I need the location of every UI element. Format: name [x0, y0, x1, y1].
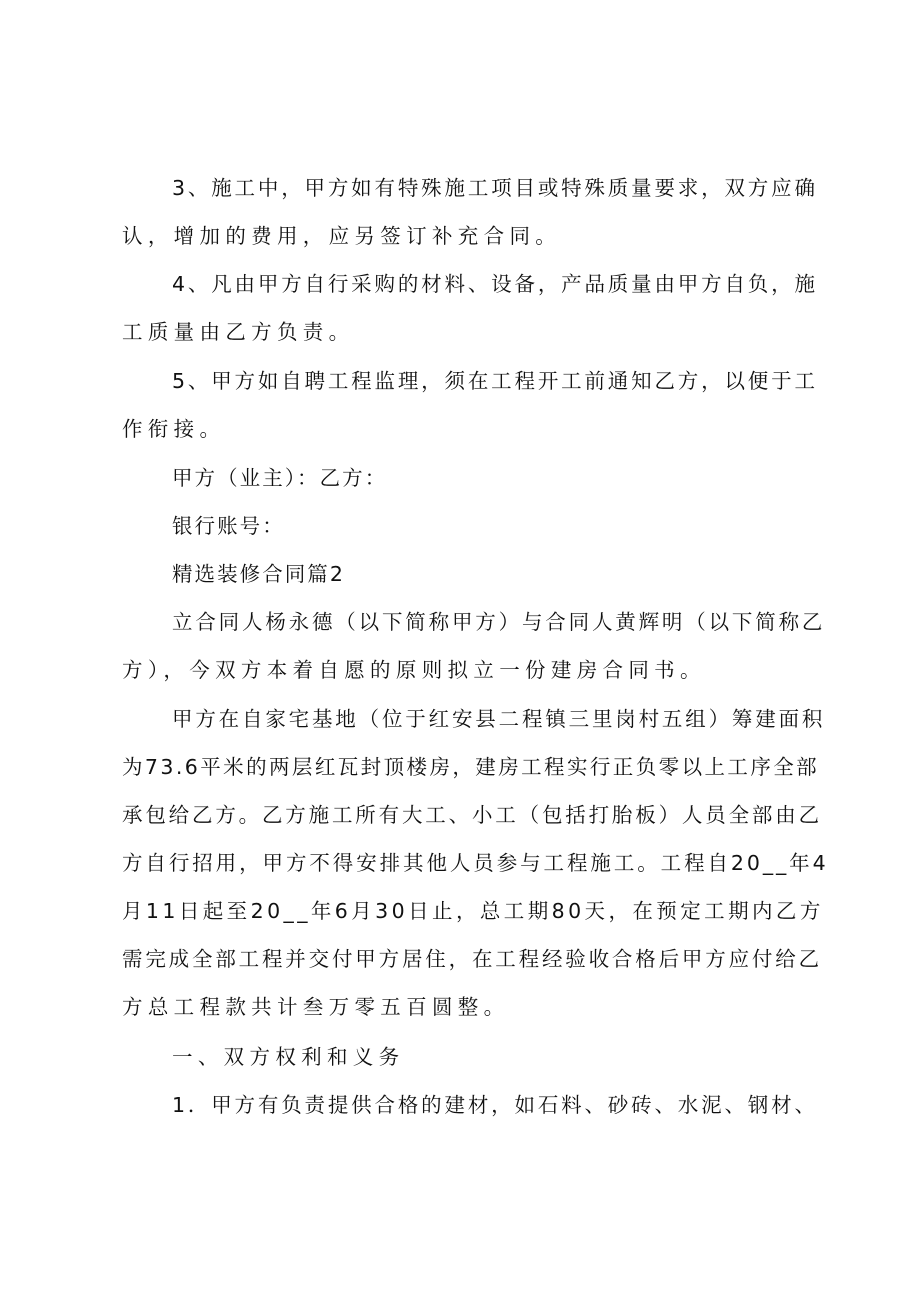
paragraph-line: 5、甲方如自聘工程监理，须在工程开工前通知乙方，以便于工 [172, 369, 818, 393]
paragraph-line: 月11日起至20__年6月30日止，总工期80天，在预定工期内乙方 [122, 899, 824, 923]
paragraph-line: 甲方在自家宅基地（位于红安县二程镇三里岗村五组）筹建面积 [172, 707, 826, 731]
paragraph-line: 4、凡由甲方自行采购的材料、设备，产品质量由甲方自负，施 [172, 272, 818, 296]
paragraph-line: 需完成全部工程并交付甲方居住，在工程经验收合格后甲方应付给乙 [122, 947, 822, 971]
paragraph-line: 认，增加的费用，应另签订补充合同。 [122, 224, 562, 248]
section-heading: 一、双方权利和义务 [172, 1045, 405, 1069]
paragraph-line: 方总工程款共计叁万零五百圆整。 [122, 995, 510, 1019]
paragraph-line: 立合同人杨永德（以下简称甲方）与合同人黄辉明（以下简称乙 [172, 610, 826, 634]
bank-account-line: 银行账号： [172, 514, 285, 538]
paragraph-line: 为73.6平米的两层红瓦封顶楼房，建房工程实行正负零以上工序全部 [122, 755, 820, 779]
paragraph-line: 作衔接。 [122, 417, 226, 441]
paragraph-line: 方），今双方本着自愿的原则拟立一份建房合同书。 [122, 658, 706, 682]
paragraph-line: 方自行招用，甲方不得安排其他人员参与工程施工。工程自20__年4 [122, 851, 829, 875]
paragraph-line: 工质量由乙方负责。 [122, 320, 355, 344]
paragraph-line: 1．甲方有负责提供合格的建材，如石料、砂砖、水泥、钢材、 [172, 1093, 818, 1117]
paragraph-line: 3、施工中，甲方如有特殊施工项目或特殊质量要求，双方应确 [172, 176, 818, 200]
paragraph-line: 承包给乙方。乙方施工所有大工、小工（包括打胎板）人员全部由乙 [122, 803, 822, 827]
section-heading: 精选装修合同篇2 [172, 562, 345, 586]
signature-line: 甲方（业主）：乙方： [172, 466, 388, 490]
